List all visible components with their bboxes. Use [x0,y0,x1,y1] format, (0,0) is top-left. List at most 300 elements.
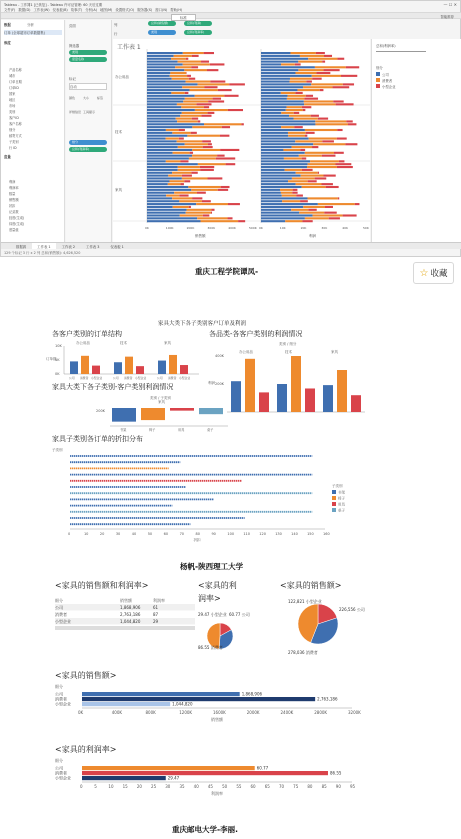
stacked-bar-segment [185,143,208,145]
stacked-bar-segment [147,81,186,83]
stacked-bar-segment [261,123,315,125]
stacked-bar-segment [261,214,313,216]
sheet-tab-3[interactable]: 工作表 3 [86,245,100,249]
measure-field[interactable]: 记录数 [9,210,19,214]
rows-pill-category[interactable]: 类别 [148,30,176,35]
chart-b-group-label: 技术 [285,350,292,354]
bar1-tick: 0K [78,710,84,715]
chart-d-x-tick: 140 [291,532,298,536]
stacked-bar-segment [292,146,312,148]
menu-item-8[interactable]: 服务器(S) [137,8,153,12]
stacked-bar-segment [196,203,228,205]
stacked-bar-segment [182,112,208,114]
chart-d-legend-label: 椅子 [338,496,345,501]
chart-a-x-tick: 消费者 [124,376,133,380]
stacked-bar-segment [147,52,183,54]
stacked-bar-segment [261,52,290,54]
stacked-bar-segment [294,126,303,128]
stacked-bar-segment [191,132,197,134]
stacked-bar-segment [286,109,303,111]
chart-b-bar [231,381,241,412]
table-cell: 1,044,820 [120,619,141,624]
stacked-bar-segment [210,63,225,65]
stacked-bar-segment [346,66,359,68]
stacked-bar-segment [147,200,179,202]
stacked-bar-segment [261,135,288,137]
toolbar [1,12,461,19]
table-cell: 1,868,906 [120,605,141,610]
chart-d-x-tick: 120 [259,532,266,536]
stacked-bar-segment [305,217,329,219]
stacked-bar-segment [197,103,212,105]
stacked-bar-segment [229,83,245,85]
chart-c-bar [141,408,165,420]
stacked-bar-segment [291,209,308,211]
bar1-tick: 2000K [246,710,260,715]
stacked-bar-segment [147,143,185,145]
stacked-bar-segment [261,72,295,74]
stacked-bar-segment [179,195,188,197]
chart-a-y-tick: 0K [55,372,60,376]
stacked-bar-segment [147,157,189,159]
stacked-bar-segment [261,152,305,154]
stacked-bar-segment [298,61,322,63]
sheet-title: 工作表 1 [117,44,141,51]
stacked-bar-segment [307,197,337,199]
stacked-bar-segment [287,106,302,108]
stacked-bar-segment [355,203,360,205]
stacked-bar-segment [282,195,296,197]
stacked-bar-segment [147,169,178,171]
stacked-bar-segment [147,126,192,128]
chart-a-bar [114,362,122,374]
stacked-bar-segment [220,135,229,137]
caption-3: 重庆邮电大学-李丽. [172,825,238,834]
stacked-bar-segment [178,169,200,171]
measure-field[interactable]: 折扣 [9,204,16,208]
chart-d-x-tick: 0 [68,532,71,536]
stacked-bar-segment [289,115,311,117]
stacked-bar-segment [147,95,195,97]
chart-d-x-tick: 50 [147,532,153,536]
chart-d-x-tick: 40 [131,532,137,536]
stacked-bar-segment [188,186,220,188]
menu-item-7[interactable]: 设置格式(O) [115,8,135,12]
menu-item-0[interactable]: 文件(F) [4,8,16,12]
chart-d-legend-title: 子类别 [332,484,343,488]
category-label: 技术 [115,130,122,134]
stacked-bar-segment [147,160,166,162]
stacked-bar-segment [261,177,292,179]
chart-b-y-label: 利润 [208,381,215,385]
stacked-bar-segment [295,92,302,94]
dimension-field[interactable]: 地区 [9,98,16,102]
stacked-bar-segment [343,214,357,216]
stacked-bar-segment [261,203,318,205]
dimensions-header: 维度 [4,41,11,45]
stacked-bar-segment [226,163,236,165]
filter-card-title: 总和(利润率) [376,44,396,48]
mark-button-3[interactable]: 详细信息 [69,110,82,114]
table-cell: 小型企业 [55,619,71,624]
stacked-bar-segment [218,189,228,191]
stacked-bar-segment [304,100,333,102]
stacked-bar-segment [298,69,323,71]
bar1-tick: 3200K [348,710,361,715]
bar2-value: 60.77 [256,765,269,771]
menu-item-10[interactable]: 帮助(H) [170,8,183,12]
stacked-bar-segment [261,63,281,65]
filters-shelf-label: 筛选器 [69,44,80,48]
stacked-bar-segment [295,63,301,65]
pie1-label: 86.55 消费者 [198,645,223,650]
dimension-field[interactable]: 城市 [9,74,16,78]
chart-c-group: 家具 [158,400,165,404]
stacked-bar-segment [224,95,238,97]
sheet-tab-4[interactable]: 仪表板 1 [110,245,124,249]
sheet-tab-2[interactable]: 工作表 2 [61,245,76,249]
menu-item-5[interactable]: 分析(A) [85,8,98,12]
bar2-tick: 75 [293,784,299,789]
stacked-bar-segment [172,197,192,199]
chart-a-bar [92,366,100,374]
chart-b-bar [277,384,287,412]
table-cell: 87 [153,612,159,617]
stacked-bar-segment [187,135,220,137]
stacked-bar-segment [308,180,317,182]
stacked-bar-segment [261,160,310,162]
stacked-bar-segment [261,92,281,94]
stacked-bar-segment [147,58,171,60]
stacked-bar-segment [147,149,192,151]
bar2-bar [82,766,255,770]
tick-label: 400K [228,226,236,230]
status-bar: 129 个标记 3 行 x 2 列 总和(销售额): 4,626,520 [4,251,81,255]
dimension-field[interactable]: 订单ID [9,86,19,90]
bar1-bar [82,697,315,701]
stacked-bar-segment [217,155,224,157]
stacked-bar-segment [303,86,332,88]
menu-item-3[interactable]: 仪表板(B) [52,8,68,12]
stacked-bar-segment [147,118,176,120]
stacked-bar-segment [147,83,198,85]
sheet-tab-0[interactable]: 数据源 [16,245,27,249]
mark-button-1[interactable]: 大小 [83,96,90,100]
marks-type-select[interactable]: 自动 [69,83,107,90]
bar2-tick: 20 [136,784,142,789]
stacked-bar-segment [147,69,184,71]
chart-a-bar [180,365,188,374]
rows-pill-profit-rate[interactable]: 总和(利润率) [184,30,212,35]
stacked-bar-segment [261,126,281,128]
chart-d-legend-swatch [332,502,336,506]
stacked-bar-segment [315,177,327,179]
stacked-bar-segment [241,123,243,125]
stacked-bar-segment [184,180,190,182]
stacked-bar-segment [339,160,345,162]
bar1-tick: 2400K [280,710,294,715]
stacked-bar-segment [171,92,184,94]
stacked-bar-segment [207,69,218,71]
range-slider[interactable] [376,51,426,52]
stacked-bar-segment [305,152,334,154]
window-controls[interactable]: — ☐ ✕ [443,2,457,7]
chart-a-x-tick: 消费者 [80,376,89,380]
stacked-bar-segment [202,200,211,202]
chart-b-bar [323,385,333,412]
stacked-bar-segment [261,98,287,100]
stacked-bar-segment [337,129,342,131]
stacked-bar-segment [147,195,166,197]
bar2-axis-title: 利润率 [211,791,223,796]
pie2-label: 278,036 消费者 [288,650,318,655]
data-tab[interactable]: 数据 [4,23,11,27]
dimension-field[interactable]: 国家 [9,92,16,96]
stacked-bar-segment [213,98,221,100]
stacked-bar-segment [172,132,190,134]
table-cell: 2,763,186 [120,612,141,617]
chart-d-x-tick: 100 [227,532,235,536]
stacked-bar-segment [184,69,207,71]
stacked-bar-segment [308,58,337,60]
chart-a-group-label: 技术 [120,341,127,345]
stacked-bar-segment [228,109,243,111]
stacked-bar-segment [313,143,345,145]
stacked-bar-segment [343,83,354,85]
stacked-bar-segment [147,172,172,174]
columns-pill-sales[interactable]: 总和(销售额) [148,21,176,26]
stacked-bar-segment [280,189,293,191]
tick-label: 200K [186,226,195,230]
stacked-bar-segment [341,75,357,77]
marks-pill-segment[interactable]: 细分 [69,140,107,145]
stacked-bar-segment [147,166,178,168]
show-me-button[interactable]: 智能推荐 [440,15,454,19]
bar2-tick: 55 [236,784,242,789]
mark-button-0[interactable]: 颜色 [69,96,76,100]
chart-d-header: 子类别 [52,448,63,452]
pie1-label: 29.47 小型企业 [198,612,227,617]
menu-item-4[interactable]: 故事(T) [70,8,83,12]
stacked-bar-segment [197,192,206,194]
stacked-bar-segment [322,140,334,142]
fit-select[interactable]: 标准 [171,14,196,21]
stacked-bar-segment [147,66,175,68]
measure-field[interactable]: 度量值 [9,228,19,232]
tick-label: 0K [259,226,263,230]
legend-item-label: 消费者 [382,79,393,83]
sheet-tab-1[interactable]: 工作表 1 [32,243,55,249]
tick-label: 30K [321,226,328,230]
stacked-bar-segment [201,115,211,117]
bar2-tick: 0 [80,784,83,789]
menu-item-6[interactable]: 地图(M) [100,8,113,12]
stacked-bar-segment [312,146,318,148]
stacked-bar-segment [181,183,184,185]
measure-field[interactable]: 销售额 [9,198,19,202]
stacked-bar-segment [192,126,222,128]
tableau-window [0,0,461,257]
stacked-bar-segment [261,100,304,102]
stacked-bar-segment [261,200,282,202]
stacked-bar-segment [203,214,210,216]
stacked-bar-segment [147,175,168,177]
mark-button-2[interactable]: 标签 [97,96,104,100]
stacked-bar-segment [261,58,308,60]
bar1-value: 1,868,906 [241,691,263,697]
pie2-title: <家具的销售额> [280,581,342,590]
stacked-bar-segment [147,123,204,125]
stacked-bar-segment [305,129,337,131]
bar1-bar [82,692,240,696]
stacked-bar-segment [324,212,336,214]
dimension-field[interactable]: 行 ID [9,146,17,150]
chart-c-x-tick: 椅子 [149,428,156,432]
stacked-bar-segment [179,138,184,140]
filter-pill-category[interactable]: 类别 [69,50,107,55]
filter-pill-measure-names[interactable]: 度量名称 [69,57,107,62]
dimension-field[interactable]: 客户ID [9,116,19,120]
stacked-bar-segment [301,175,324,177]
stacked-bar-segment [172,78,189,80]
dimension-field[interactable]: 订单日期 [9,80,22,84]
bar2-tick: 10 [108,784,114,789]
measure-field[interactable]: 数量 [9,192,16,196]
menu-item-1[interactable]: 数据(D) [18,8,31,12]
columns-pill-profit[interactable]: 总和(利润) [184,21,212,26]
sheet-tabs [1,242,461,249]
bar1-tick: 1600K [213,710,226,715]
stacked-bar-segment [261,115,289,117]
dimension-field[interactable]: 类别 [9,110,16,114]
mark-button-4[interactable]: 工具提示 [83,110,96,114]
stacked-bar-segment [282,200,300,202]
chart-b-y-tick: 200K [215,382,224,386]
marks-pill-profit-rate[interactable]: 总和(利润率) [69,147,107,152]
data-pane [1,20,65,242]
chart-b-bar [259,392,269,412]
stacked-bar-segment [261,217,305,219]
stacked-bar-segment [308,209,316,211]
stacked-bar-segment [300,149,305,151]
stacked-bar-segment [305,135,307,137]
measure-field[interactable]: 纬度(生成) [9,222,25,226]
measure-field[interactable]: 利润 [9,180,16,184]
stacked-bar-segment [191,189,218,191]
chart-b-title: 各品类-各客户类别的利润情况 [209,330,303,338]
stacked-bar-segment [173,206,189,208]
dimension-field[interactable]: 邮寄方式 [9,134,22,138]
chart-c-y-tick: 200K [96,409,105,413]
chart-a-x-tick: 公司 [157,376,163,380]
stacked-bar-segment [321,183,332,185]
stacked-bar-segment [337,166,353,168]
dimension-field[interactable]: 客户名称 [9,122,22,126]
stacked-bar-segment [185,98,213,100]
chart-d-legend-label: 桌子 [338,508,345,513]
stacked-bar-segment [198,120,201,122]
stacked-bar-segment [211,212,212,214]
stacked-bar-segment [147,146,178,148]
stacked-bar-segment [313,214,343,216]
stacked-bar-segment [261,157,284,159]
analytics-tab[interactable]: 分析 [27,23,34,27]
stacked-bar-segment [261,61,298,63]
axis-title: 利润 [309,234,316,238]
chart-a-x-tick: 公司 [69,376,75,380]
stacked-bar-segment [261,83,311,85]
table-cell: 消费者 [55,612,67,617]
pie1-title-line1: <家具的利 [198,581,237,590]
legend-swatch [376,78,380,82]
tick-label: 50K [363,226,369,230]
chart-d-x-tick: 30 [115,532,121,536]
stacked-bar-segment [292,192,297,194]
data-source-item[interactable]: 订单 (全球超市订单数据集) [4,30,62,35]
dimension-field[interactable]: 细分 [9,128,16,132]
measure-field[interactable]: 利润率 [9,186,19,190]
stacked-bar-segment [166,129,179,131]
stacked-bar-segment [261,143,313,145]
stacked-bar-segment [177,140,203,142]
stacked-bar-segment [147,72,170,74]
stacked-bar-segment [323,175,335,177]
stacked-bar-segment [197,217,227,219]
stacked-bar-segment [208,143,212,145]
stacked-bar-segment [180,160,188,162]
stacked-bar-segment [147,106,181,108]
bar2-value: 29.47 [167,775,180,781]
dashboard-2-title: 家具大类下各子类别客户订单及利润 [158,321,247,327]
stacked-bar-segment [261,86,303,88]
stacked-bar-segment [300,200,308,202]
category-label: 家具 [115,188,122,192]
measures-header: 度量 [4,155,11,159]
stacked-bar-segment [324,69,340,71]
view-area [113,39,370,242]
stacked-bar-segment [189,157,216,159]
menu-item-9[interactable]: 窗口(N) [155,8,168,12]
stacked-bar-segment [195,95,225,97]
bar2-tick: 15 [122,784,128,789]
stacked-bar-segment [190,152,193,154]
bar1-header: 细分 [55,684,63,689]
stacked-bar-segment [177,103,197,105]
stacked-bar-segment [261,69,298,71]
chart-a-bar [81,356,89,374]
stacked-bar-segment [170,180,185,182]
stacked-bar-segment [261,129,305,131]
dimension-field[interactable]: 子类别 [9,140,19,144]
stacked-bar-segment [147,98,185,100]
dimension-field[interactable]: 市场 [9,104,16,108]
stacked-bar-segment [147,155,192,157]
category-label: 办公用品 [115,75,129,79]
tick-label: 500K [249,226,257,230]
menu-item-2[interactable]: 工作表(W) [33,8,50,12]
stacked-bar-segment [261,180,288,182]
stacked-bar-segment [333,100,343,102]
stacked-bar-segment [281,112,294,114]
measure-field[interactable]: 经度(生成) [9,216,25,220]
collect-button[interactable] [413,262,454,284]
stacked-bar-segment [295,140,322,142]
stacked-bar-segment [306,81,312,83]
dimension-field[interactable]: 产品名称 [9,68,22,72]
chart-a-title: 各客户类别的订单结构 [52,330,122,338]
chart-a-bar [169,355,177,374]
stacked-bar-segment [147,163,198,165]
